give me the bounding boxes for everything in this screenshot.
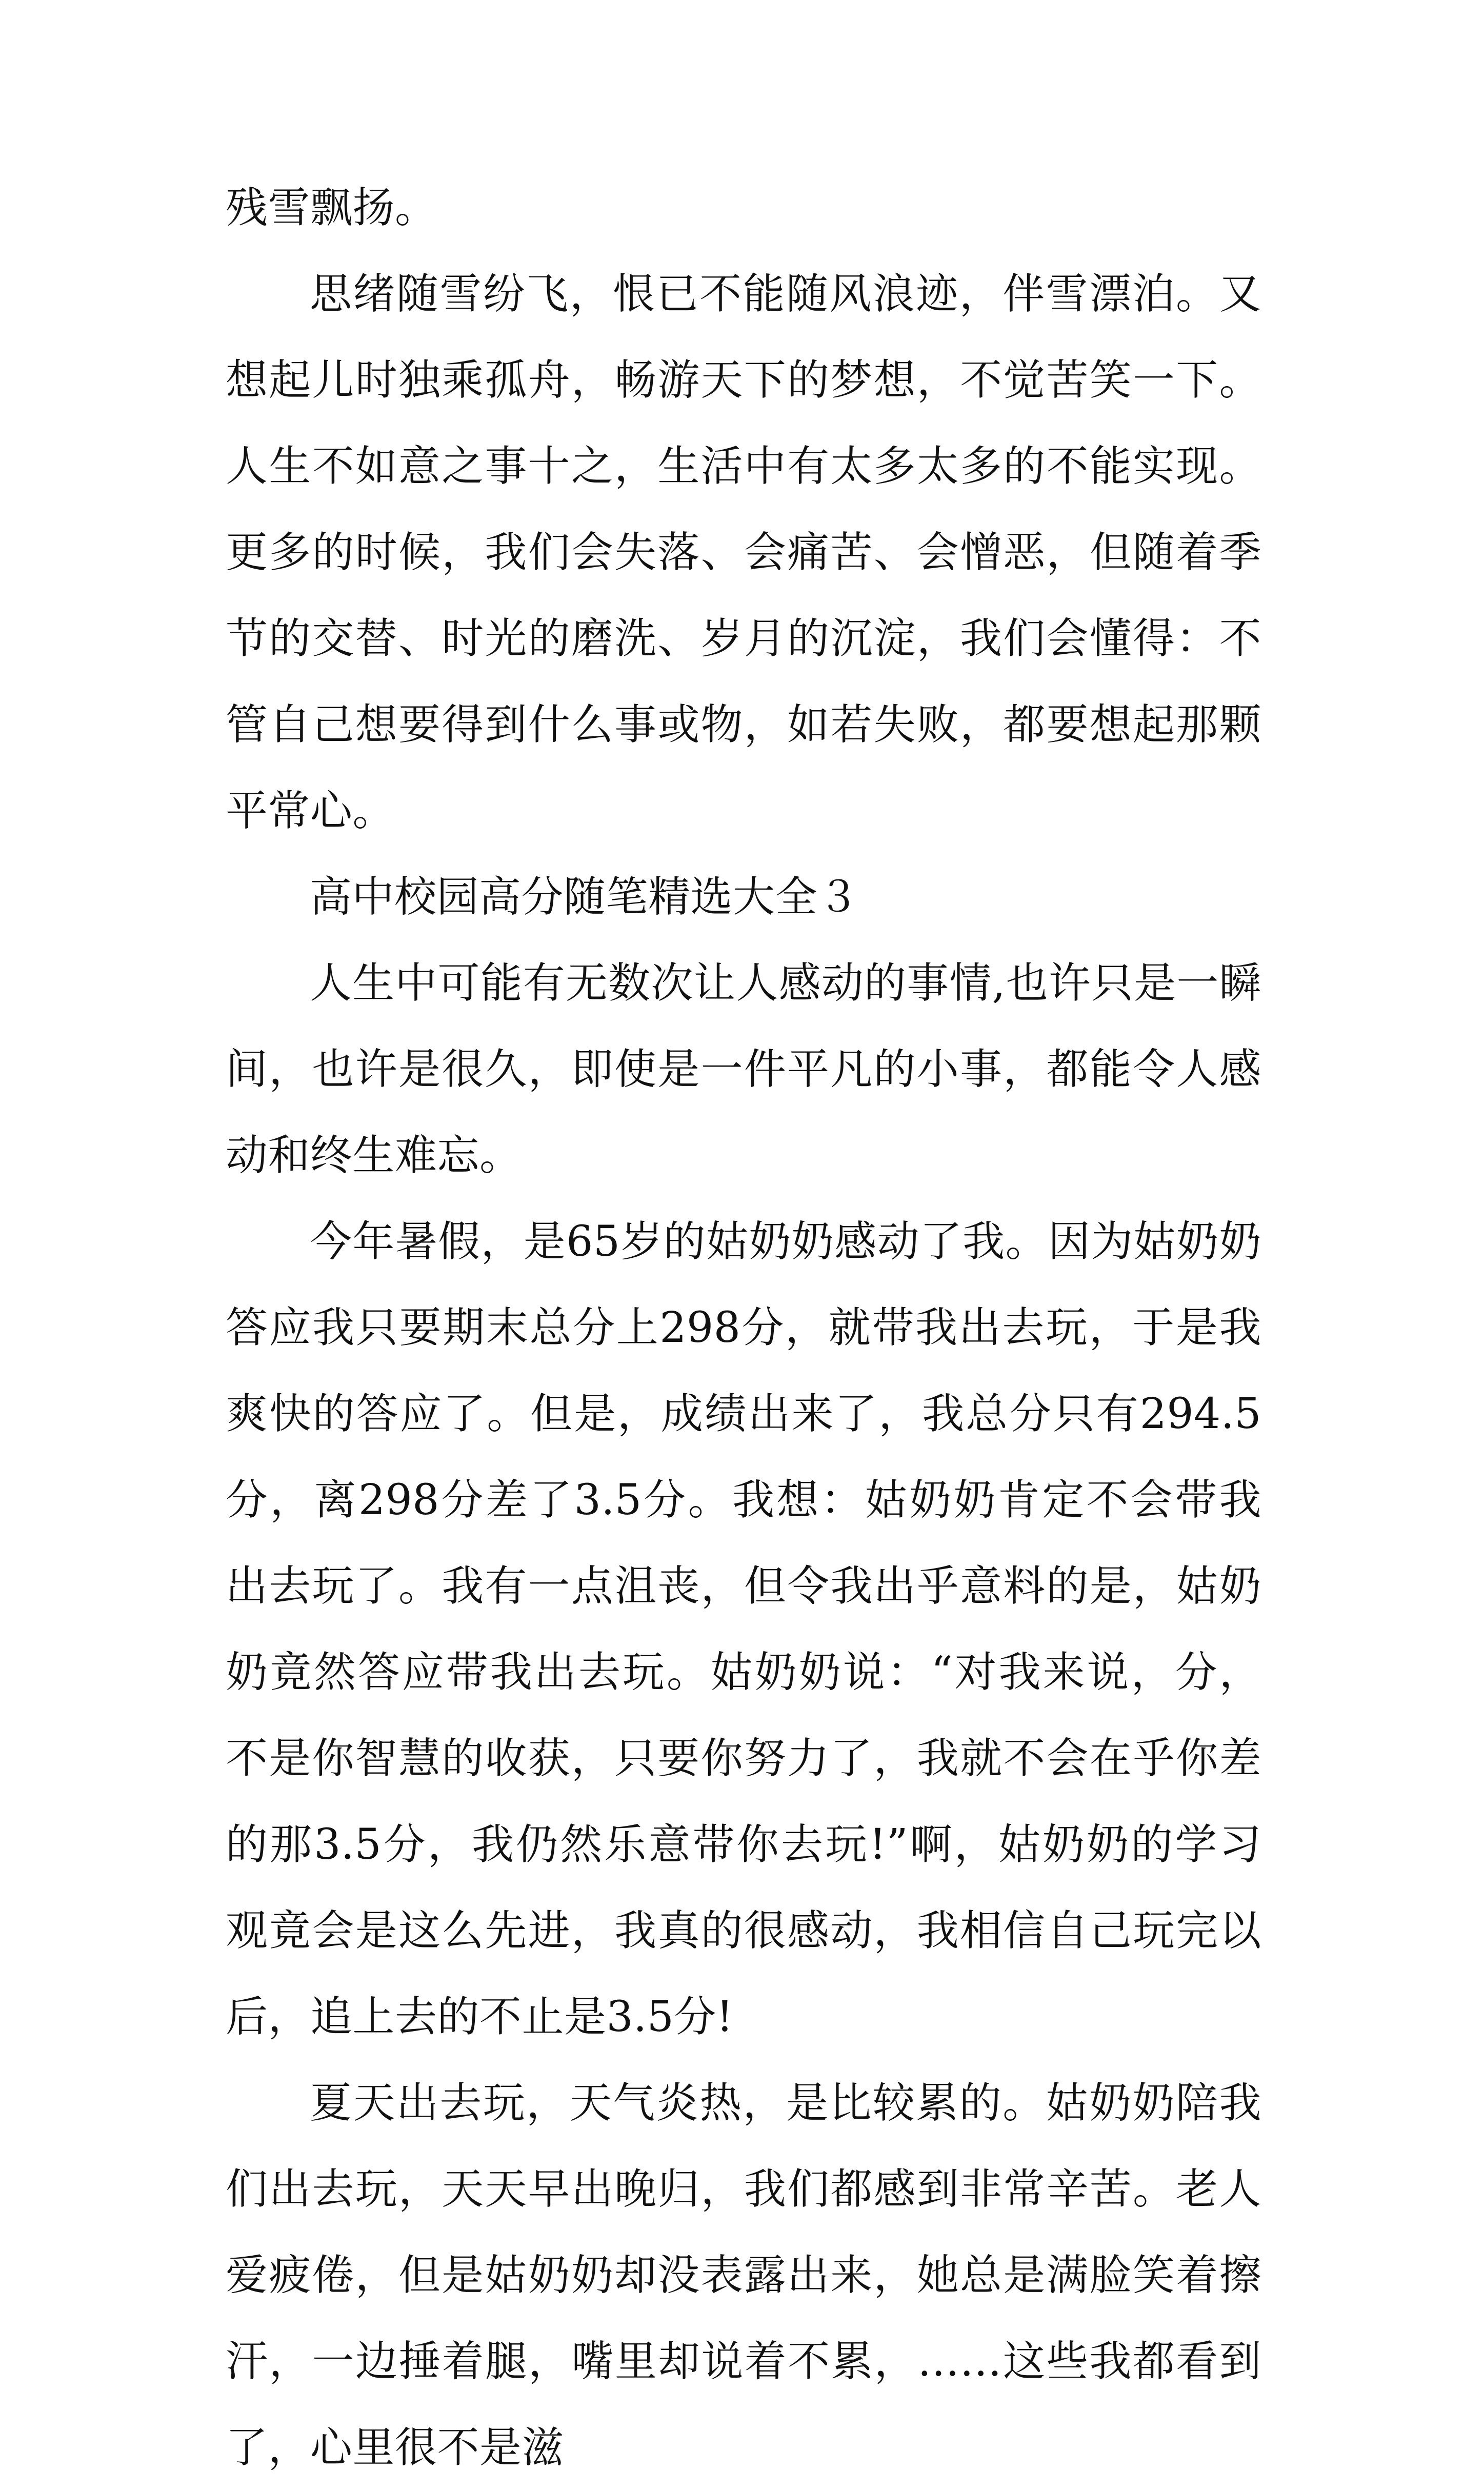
paragraph-3: 人生中可能有无数次让人感动的事情,也许只是一瞬间，也许是很久，即使是一件平凡的小事，都能令人感动和终生难忘。 bbox=[226, 959, 1261, 1180]
document-body bbox=[226, 165, 1261, 2491]
paragraph-1: 残雪飘扬。 bbox=[226, 184, 437, 232]
section-heading: 高中校园高分随笔精选大全３ bbox=[310, 873, 860, 921]
paragraph-2: 思绪随雪纷飞，恨已不能随风浪迹，伴雪漂泊。又想起儿时独乘孤舟，畅游天下的梦想，不觉苦笑一下。人生不如意之事十之，生活中有太多太多的不能实现。更多的时候，我们会失落、会痛苦、会憎恶，但随着季节的交替、时光的磨洗、岁月的沉淀，我们会懂得：不管自己想要得到什么事或物，如若失败，都要想起那颗平常心。 bbox=[226, 270, 1261, 835]
paragraph-4: 今年暑假，是65岁的姑奶奶感动了我。因为姑奶奶答应我只要期末总分上298分，就带我出去玩，于是我爽快的答应了。但是，成绩出来了，我总分只有294.5分，离298分差了3.5分。我想：姑奶奶肯定不会带我出去玩了。我有一点沮丧，但令我出乎意料的是，姑奶奶竟然答应带我出去玩。姑奶奶说：“对我来说，分，不是你智慧的收获，只要你努力了，我就不会在乎你差的那3.5分，我仍然乐意带你去玩!”啊，姑奶奶的学习观竟会是这么先进，我真的很感动，我相信自己玩完以后，追上去的不止是3.5分! bbox=[226, 1217, 1261, 2041]
paragraph-5: 夏天出去玩，天气炎热，是比较累的。姑奶奶陪我们出去玩，天天早出晚归，我们都感到非常辛苦。老人爱疲倦，但是姑奶奶却没表露出来，她总是满脸笑着擦汗，一边捶着腿，嘴里却说着不累，……这些我都看到了，心里很不是滋 bbox=[226, 2079, 1261, 2472]
